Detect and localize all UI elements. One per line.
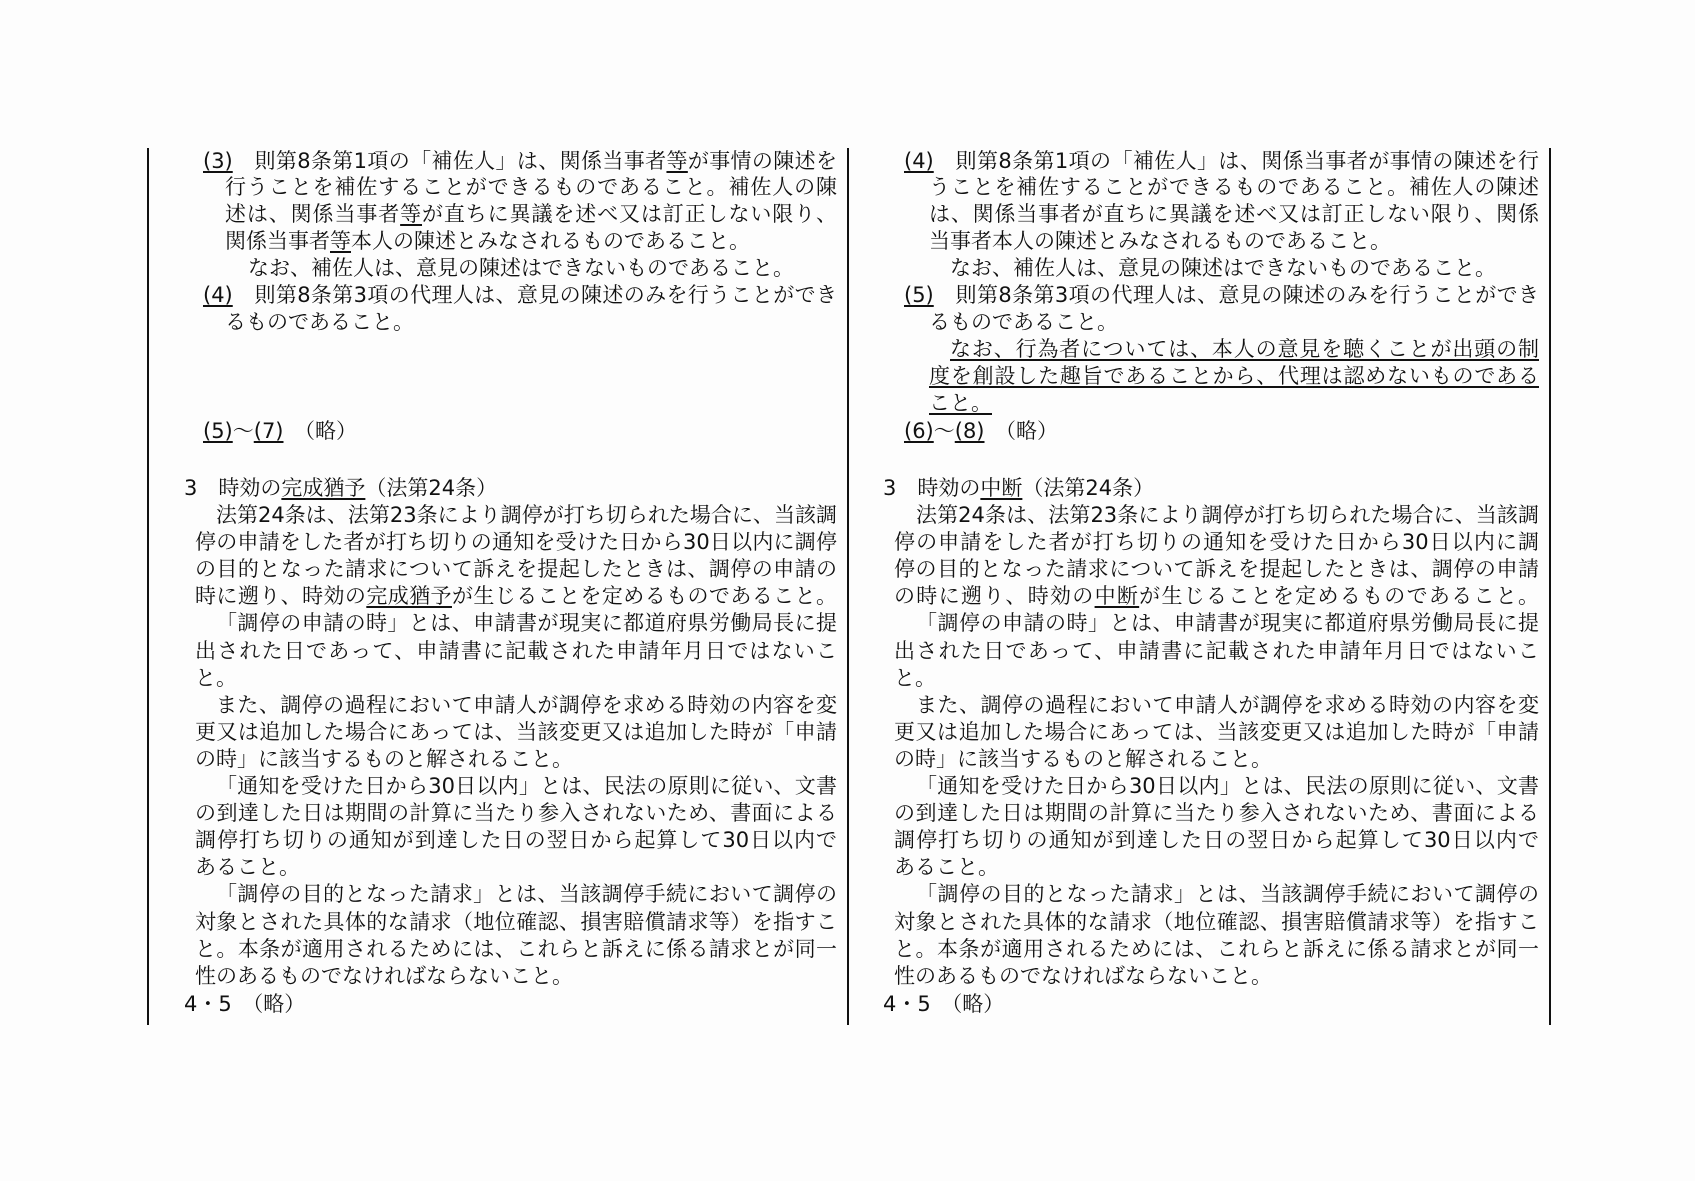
text-segment: が生じることを定めるものであること。 xyxy=(451,584,837,608)
text-segment: が事情の陳述を xyxy=(687,149,837,173)
text-segment: 「調停の目的となった請求」とは、当該調停手続において調停の xyxy=(916,882,1539,906)
text-segment: 述は、関係当事者 xyxy=(225,202,401,226)
text-line xyxy=(929,363,1539,390)
text-segment: 4・5 （略） xyxy=(883,992,1005,1016)
text-line xyxy=(195,638,837,665)
text-segment: 〜 xyxy=(933,419,955,443)
text-line xyxy=(929,201,1539,228)
text-segment: 性のあるものでなければならないこと。 xyxy=(894,964,1272,988)
text-segment: （略） xyxy=(283,419,357,443)
list-item-line xyxy=(203,148,837,175)
text-segment: なお、補佐人は、意見の陳述はできないものであること。 xyxy=(248,256,794,280)
text-line xyxy=(916,773,1539,800)
text-segment: るものであること。 xyxy=(225,310,414,334)
text-segment: の時」に該当するものと解されること。 xyxy=(894,747,1272,771)
list-item-line xyxy=(203,418,357,445)
text-line xyxy=(225,309,414,336)
underlined-amendment: 中断 xyxy=(980,476,1023,500)
text-segment: 「通知を受けた日から30日以内」とは、民法の原則に従い、文書 xyxy=(916,774,1539,798)
text-segment: 出された日であって、申請書に記載された申請年月日ではないこ xyxy=(894,639,1539,663)
text-segment: 法第24条は、法第23条により調停が打ち切られた場合に、当該調 xyxy=(916,503,1539,527)
text-line xyxy=(195,665,237,692)
text-segment: （法第24条） xyxy=(1022,476,1155,500)
text-segment: 「調停の申請の時」とは、申請書が現実に都道府県労働局長に提 xyxy=(216,611,837,635)
text-line xyxy=(894,638,1539,665)
text-segment: の時」に該当するものと解されること。 xyxy=(195,747,573,771)
text-segment: 対象とされた具体的な請求（地位確認、損害賠償請求等）を指すこ xyxy=(195,910,837,934)
text-segment: の目的となった請求について訴えを提起したときは、調停の申請の xyxy=(195,557,837,581)
text-segment: 4・5 （略） xyxy=(184,992,306,1016)
text-segment: 行うことを補佐することができるものであること。補佐人の陳 xyxy=(225,175,837,199)
text-line xyxy=(894,529,1539,556)
text-segment: あること。 xyxy=(894,855,999,879)
text-segment: 調停打ち切りの通知が到達した日の翌日から起算して30日以内で xyxy=(195,828,837,852)
text-line xyxy=(916,692,1539,719)
column-border-left xyxy=(147,148,149,1025)
text-line xyxy=(216,610,837,637)
text-segment: 「調停の目的となった請求」とは、当該調停手続において調停の xyxy=(216,882,837,906)
text-line xyxy=(894,746,1272,773)
text-segment: 停の目的となった請求について訴えを提起したときは、調停の申請 xyxy=(894,557,1539,581)
text-line xyxy=(894,800,1539,827)
text-line xyxy=(929,390,992,417)
text-line xyxy=(195,936,837,963)
text-segment: るものであること。 xyxy=(929,310,1118,334)
text-line xyxy=(894,556,1539,583)
text-line xyxy=(216,773,837,800)
text-segment: 則第8条第1項の「補佐人」は、関係当事者が事情の陳述を行 xyxy=(933,149,1539,173)
text-segment: が直ちに異議を述べ又は訂正しない限り、 xyxy=(422,202,837,226)
text-segment: 法第24条は、法第23条により調停が打ち切られた場合に、当該調 xyxy=(216,503,837,527)
underlined-amendment: (5) xyxy=(203,419,233,443)
underlined-amendment: 中断 xyxy=(1094,584,1140,608)
underlined-amendment: 完成猶予 xyxy=(366,584,452,608)
text-segment: あること。 xyxy=(195,855,300,879)
column-divider xyxy=(847,148,849,1025)
text-segment: 「通知を受けた日から30日以内」とは、民法の原則に従い、文書 xyxy=(216,774,837,798)
text-line xyxy=(894,827,1539,854)
underlined-amendment: 等 xyxy=(330,229,351,253)
text-segment: と。本条が適用されるためには、これらと訴えに係る請求とが同一 xyxy=(894,937,1539,961)
text-segment: 則第8条第3項の代理人は、意見の陳述のみを行うことができ xyxy=(232,283,837,307)
text-line xyxy=(195,556,837,583)
text-segment: また、調停の過程において申請人が調停を求める時効の内容を変 xyxy=(916,693,1539,717)
text-segment: 則第8条第1項の「補佐人」は、関係当事者 xyxy=(232,149,667,173)
text-line xyxy=(195,800,837,827)
text-line xyxy=(894,583,1539,610)
text-segment: （略） xyxy=(984,419,1058,443)
text-segment: 3 時効の xyxy=(883,476,981,500)
underlined-amendment: 等 xyxy=(400,202,423,226)
text-line xyxy=(195,827,837,854)
text-line xyxy=(216,881,837,908)
text-segment: 則第8条第3項の代理人は、意見の陳述のみを行うことができ xyxy=(933,283,1539,307)
text-segment: 対象とされた具体的な請求（地位確認、損害賠償請求等）を指すこ xyxy=(894,910,1539,934)
text-segment: 時に遡り、時効の xyxy=(195,584,367,608)
text-line xyxy=(894,963,1272,990)
text-segment: 当事者本人の陳述とみなされるものであること。 xyxy=(929,229,1391,253)
underlined-amendment: (5) xyxy=(904,283,934,307)
underlined-amendment: 度を創設した趣旨であることから、代理は認めないものである xyxy=(929,364,1539,388)
text-line xyxy=(225,201,837,228)
text-line xyxy=(195,909,837,936)
section-heading xyxy=(883,991,1004,1018)
text-line xyxy=(894,936,1539,963)
underlined-amendment: なお、行為者については、本人の意見を聴くことが出頭の制 xyxy=(950,337,1539,361)
list-item-line xyxy=(904,148,1539,175)
underlined-amendment: (3) xyxy=(203,149,233,173)
list-item-line xyxy=(203,282,837,309)
text-segment: と。 xyxy=(195,666,237,690)
text-line xyxy=(216,502,837,529)
text-line xyxy=(195,854,300,881)
text-segment: 3 時効の xyxy=(184,476,282,500)
text-line xyxy=(950,255,1496,282)
section-heading xyxy=(883,475,1154,502)
text-line xyxy=(195,583,837,610)
list-item-line xyxy=(904,418,1058,445)
text-segment: の到達した日は期間の計算に当たり参入されないため、書面による xyxy=(195,801,837,825)
text-segment: 停の申請をした者が打ち切りの通知を受けた日から30日以内に調 xyxy=(894,530,1539,554)
section-heading xyxy=(184,991,305,1018)
underlined-amendment: (7) xyxy=(253,419,284,443)
text-line xyxy=(916,610,1539,637)
text-line xyxy=(916,502,1539,529)
underlined-amendment: こと。 xyxy=(929,391,992,415)
text-line xyxy=(195,529,837,556)
text-segment: が生じることを定めるものであること。 xyxy=(1139,584,1539,608)
text-segment: なお、補佐人は、意見の陳述はできないものであること。 xyxy=(950,256,1496,280)
text-line xyxy=(950,336,1539,363)
text-line xyxy=(225,228,750,255)
text-segment: 停の申請をした者が打ち切りの通知を受けた日から30日以内に調停 xyxy=(195,530,837,554)
text-segment: 〜 xyxy=(232,419,254,443)
text-line xyxy=(894,854,999,881)
text-segment: また、調停の過程において申請人が調停を求める時効の内容を変 xyxy=(216,693,837,717)
text-line xyxy=(929,174,1539,201)
text-line xyxy=(195,719,837,746)
text-line xyxy=(248,255,794,282)
text-segment: 関係当事者 xyxy=(225,229,330,253)
text-segment: 「調停の申請の時」とは、申請書が現実に都道府県労働局長に提 xyxy=(916,611,1539,635)
text-segment: 性のあるものでなければならないこと。 xyxy=(195,964,573,988)
list-item-line xyxy=(904,282,1539,309)
text-segment: 出された日であって、申請書に記載された申請年月日ではないこ xyxy=(195,639,837,663)
text-segment: の到達した日は期間の計算に当たり参入されないため、書面による xyxy=(894,801,1539,825)
text-line xyxy=(195,746,573,773)
underlined-amendment: (8) xyxy=(954,419,985,443)
section-heading xyxy=(184,475,497,502)
underlined-amendment: (6) xyxy=(904,419,934,443)
text-segment: 調停打ち切りの通知が到達した日の翌日から起算して30日以内で xyxy=(894,828,1539,852)
text-line xyxy=(929,228,1391,255)
text-line xyxy=(894,665,936,692)
text-line xyxy=(916,881,1539,908)
text-segment: と。 xyxy=(894,666,936,690)
text-segment: うことを補佐することができるものであること。補佐人の陳述 xyxy=(929,175,1539,199)
text-segment: 更又は追加した場合にあっては、当該変更又は追加した時が「申請 xyxy=(894,720,1539,744)
text-segment: の時に遡り、時効の xyxy=(894,584,1095,608)
text-line xyxy=(894,719,1539,746)
text-line xyxy=(929,309,1118,336)
text-line xyxy=(894,909,1539,936)
text-segment: 更又は追加した場合にあっては、当該変更又は追加した時が「申請 xyxy=(195,720,837,744)
text-segment: 本人の陳述とみなされるものであること。 xyxy=(351,229,750,253)
text-segment: は、関係当事者が直ちに異議を述べ又は訂正しない限り、関係 xyxy=(929,202,1539,226)
text-line xyxy=(225,174,837,201)
text-line xyxy=(195,963,573,990)
column-border-right xyxy=(1549,148,1551,1025)
text-line xyxy=(216,692,837,719)
underlined-amendment: (4) xyxy=(904,149,934,173)
underlined-amendment: (4) xyxy=(203,283,233,307)
text-segment: と。本条が適用されるためには、これらと訴えに係る請求とが同一 xyxy=(195,937,837,961)
underlined-amendment: 等 xyxy=(666,149,688,173)
underlined-amendment: 完成猶予 xyxy=(281,476,366,500)
text-segment: （法第24条） xyxy=(365,476,498,500)
